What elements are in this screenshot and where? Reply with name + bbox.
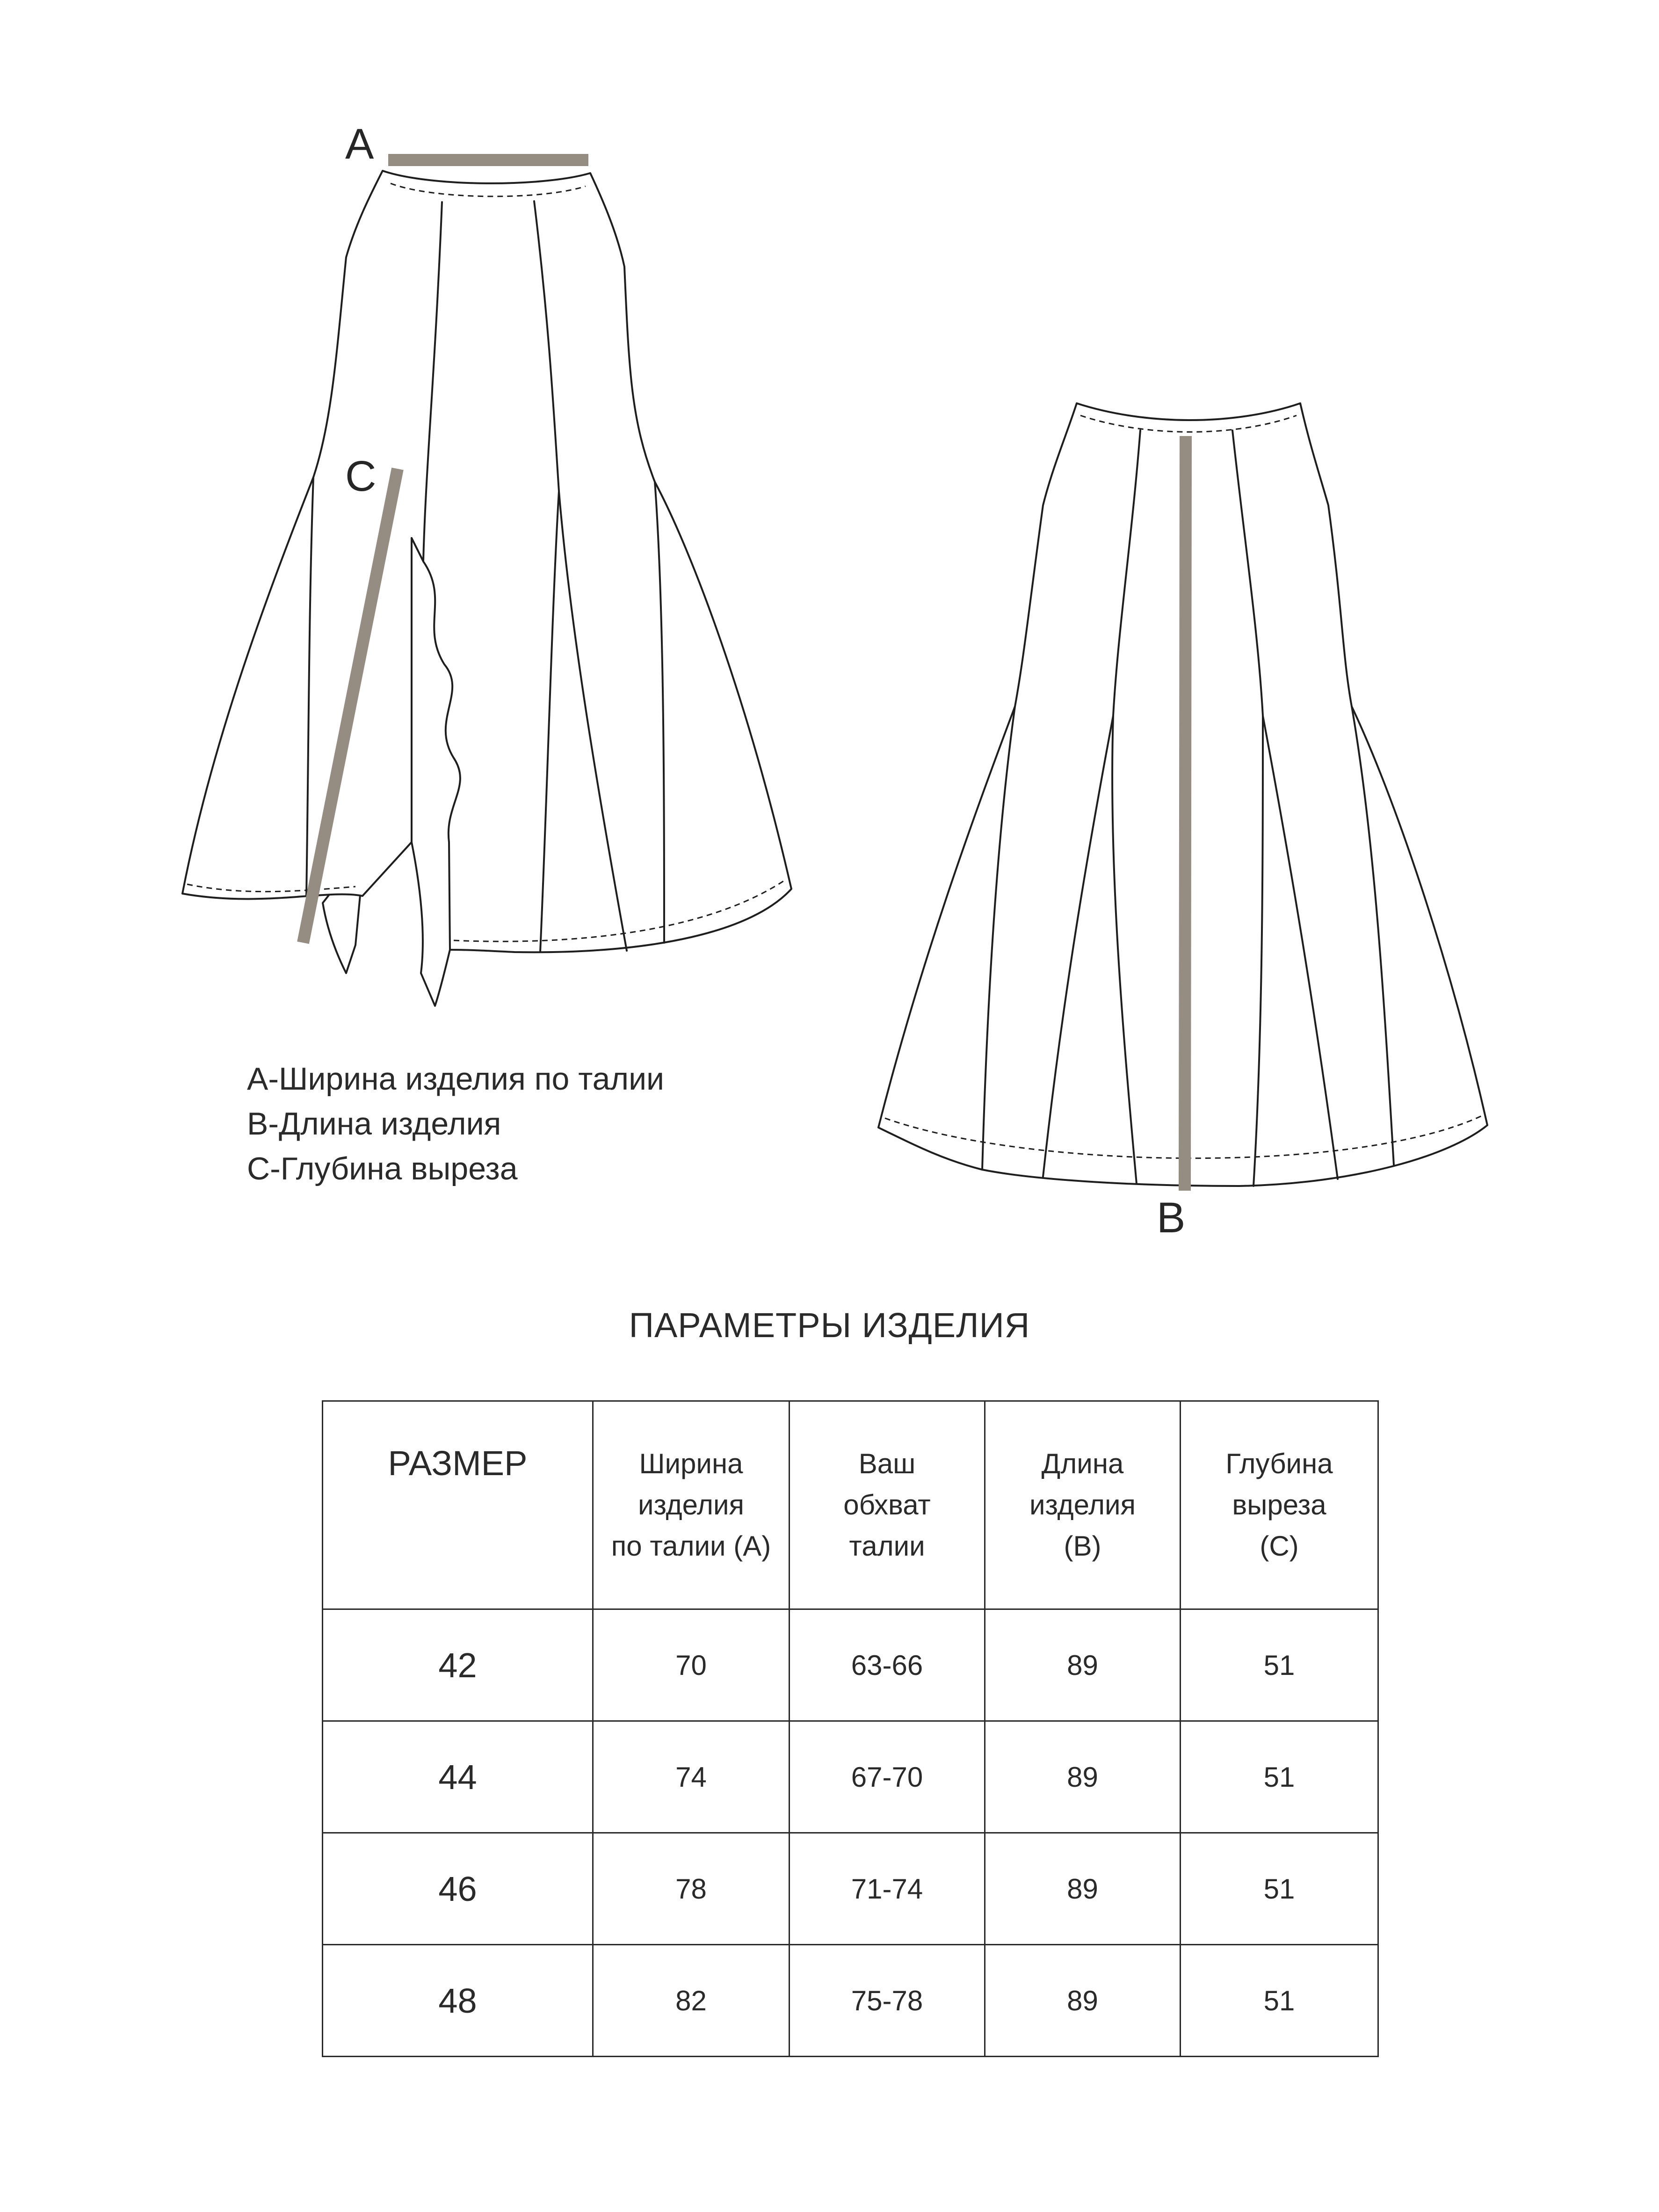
cell-length: 89 <box>985 1609 1181 1721</box>
size-table <box>322 1400 1379 2057</box>
front-skirt-outline <box>182 171 791 952</box>
cell-size: 48 <box>323 1945 593 2057</box>
header-cut-depth: Глубина выреза (С) <box>1181 1401 1378 1609</box>
cell-waist-width: 78 <box>593 1833 790 1945</box>
table-row <box>323 1945 1378 2057</box>
header-size: РАЗМЕР <box>323 1401 593 1609</box>
marker-a: A <box>345 120 374 168</box>
measurement-legend <box>247 1056 664 1191</box>
table-row <box>323 1833 1378 1945</box>
cell-size: 44 <box>323 1721 593 1833</box>
cell-waist-girth: 75-78 <box>790 1945 985 2057</box>
table-title: ПАРАМЕТРЫ ИЗДЕЛИЯ <box>629 1306 1030 1345</box>
legend-item-a: A-Ширина изделия по талии <box>247 1061 665 1097</box>
legend-item-b: B-Длина изделия <box>247 1106 501 1142</box>
cell-length: 89 <box>985 1945 1181 2057</box>
measure-line-b <box>1185 436 1186 1191</box>
cell-length: 89 <box>985 1721 1181 1833</box>
table-row <box>323 1721 1378 1833</box>
cell-waist-girth: 63-66 <box>790 1609 985 1721</box>
cell-cut-depth: 51 <box>1181 1721 1378 1833</box>
marker-c: C <box>345 452 377 500</box>
cell-waist-width: 82 <box>593 1945 790 2057</box>
cell-cut-depth: 51 <box>1181 1945 1378 2057</box>
cell-cut-depth: 51 <box>1181 1609 1378 1721</box>
marker-b: B <box>1157 1194 1186 1242</box>
table-row <box>323 1609 1378 1721</box>
header-length: Длина изделия (B) <box>985 1401 1181 1609</box>
front-skirt-drawing <box>182 171 791 1006</box>
cell-waist-girth: 71-74 <box>790 1833 985 1945</box>
table-header-row <box>323 1401 1378 1609</box>
legend-item-c: C-Глубина выреза <box>247 1151 518 1186</box>
header-waist-width: Ширина изделия по талии (А) <box>593 1401 790 1609</box>
header-waist-girth: Ваш обхват талии <box>790 1401 985 1609</box>
cell-size: 42 <box>323 1609 593 1721</box>
cell-length: 89 <box>985 1833 1181 1945</box>
cell-cut-depth: 51 <box>1181 1833 1378 1945</box>
cell-waist-width: 74 <box>593 1721 790 1833</box>
cell-waist-girth: 67-70 <box>790 1721 985 1833</box>
cell-waist-width: 70 <box>593 1609 790 1721</box>
cell-size: 46 <box>323 1833 593 1945</box>
